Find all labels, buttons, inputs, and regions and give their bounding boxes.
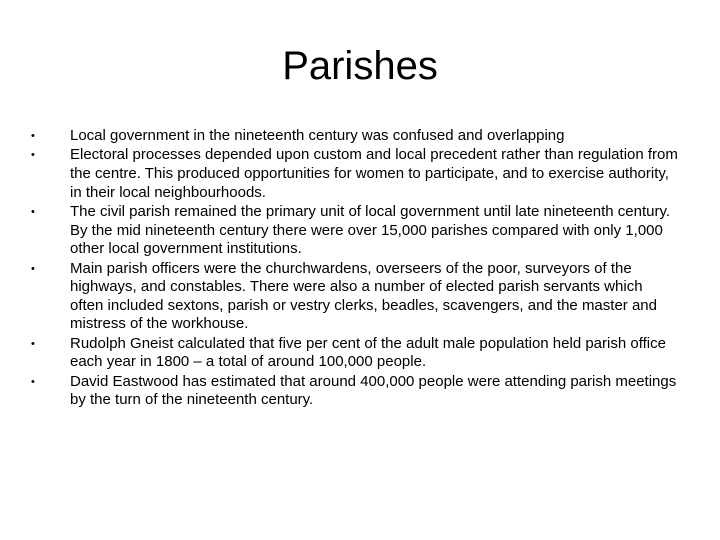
bullet-text: Local government in the nineteenth century was confused and overlapping [70,127,565,144]
bullet-item [31,334,678,372]
bullet-dot-icon: • [31,149,35,162]
bullet-text: Electoral processes depended upon custom and local precedent rather than regulation from the centre. This produced opportunities for women to participate, and to exercise authority, in their local neighbourhoods. [70,146,678,201]
bullet-dot-icon: • [31,205,35,218]
bullet-item [31,146,678,202]
bullet-dot-icon: • [31,337,35,350]
bullet-dot-icon: • [31,375,35,388]
bullet-text: The civil parish remained the primary unit of local government until late nineteenth century. By the mid nineteenth century there were over 15,000 parishes compared with only 1,000 other local government institutions. [70,202,671,258]
bullet-item [31,259,678,334]
bullet-text: Rudolph Gneist calculated that five per cent of the adult male population held parish office each year in 1800 – a total of around 100,000 people. [70,334,666,371]
bullet-dot-icon: • [31,262,35,275]
bullet-text: Main parish officers were the churchwardens, overseers of the poor, surveyors of the highways, and constables. There were also a number of elected parish servants which often included sextons, parish or vestry clerks, beadles, scavengers, and the master and mistress of the workhouse. [70,259,657,333]
slide-title: Parishes [282,44,438,88]
bullet-text: David Eastwood has estimated that around 400,000 people were attending parish meetings by the turn of the nineteenth century. [70,372,677,409]
bullet-item [31,202,678,259]
bullet-list [31,127,678,411]
bullet-dot-icon: • [31,130,35,142]
bullet-item [31,372,678,410]
bullet-item [31,127,678,146]
